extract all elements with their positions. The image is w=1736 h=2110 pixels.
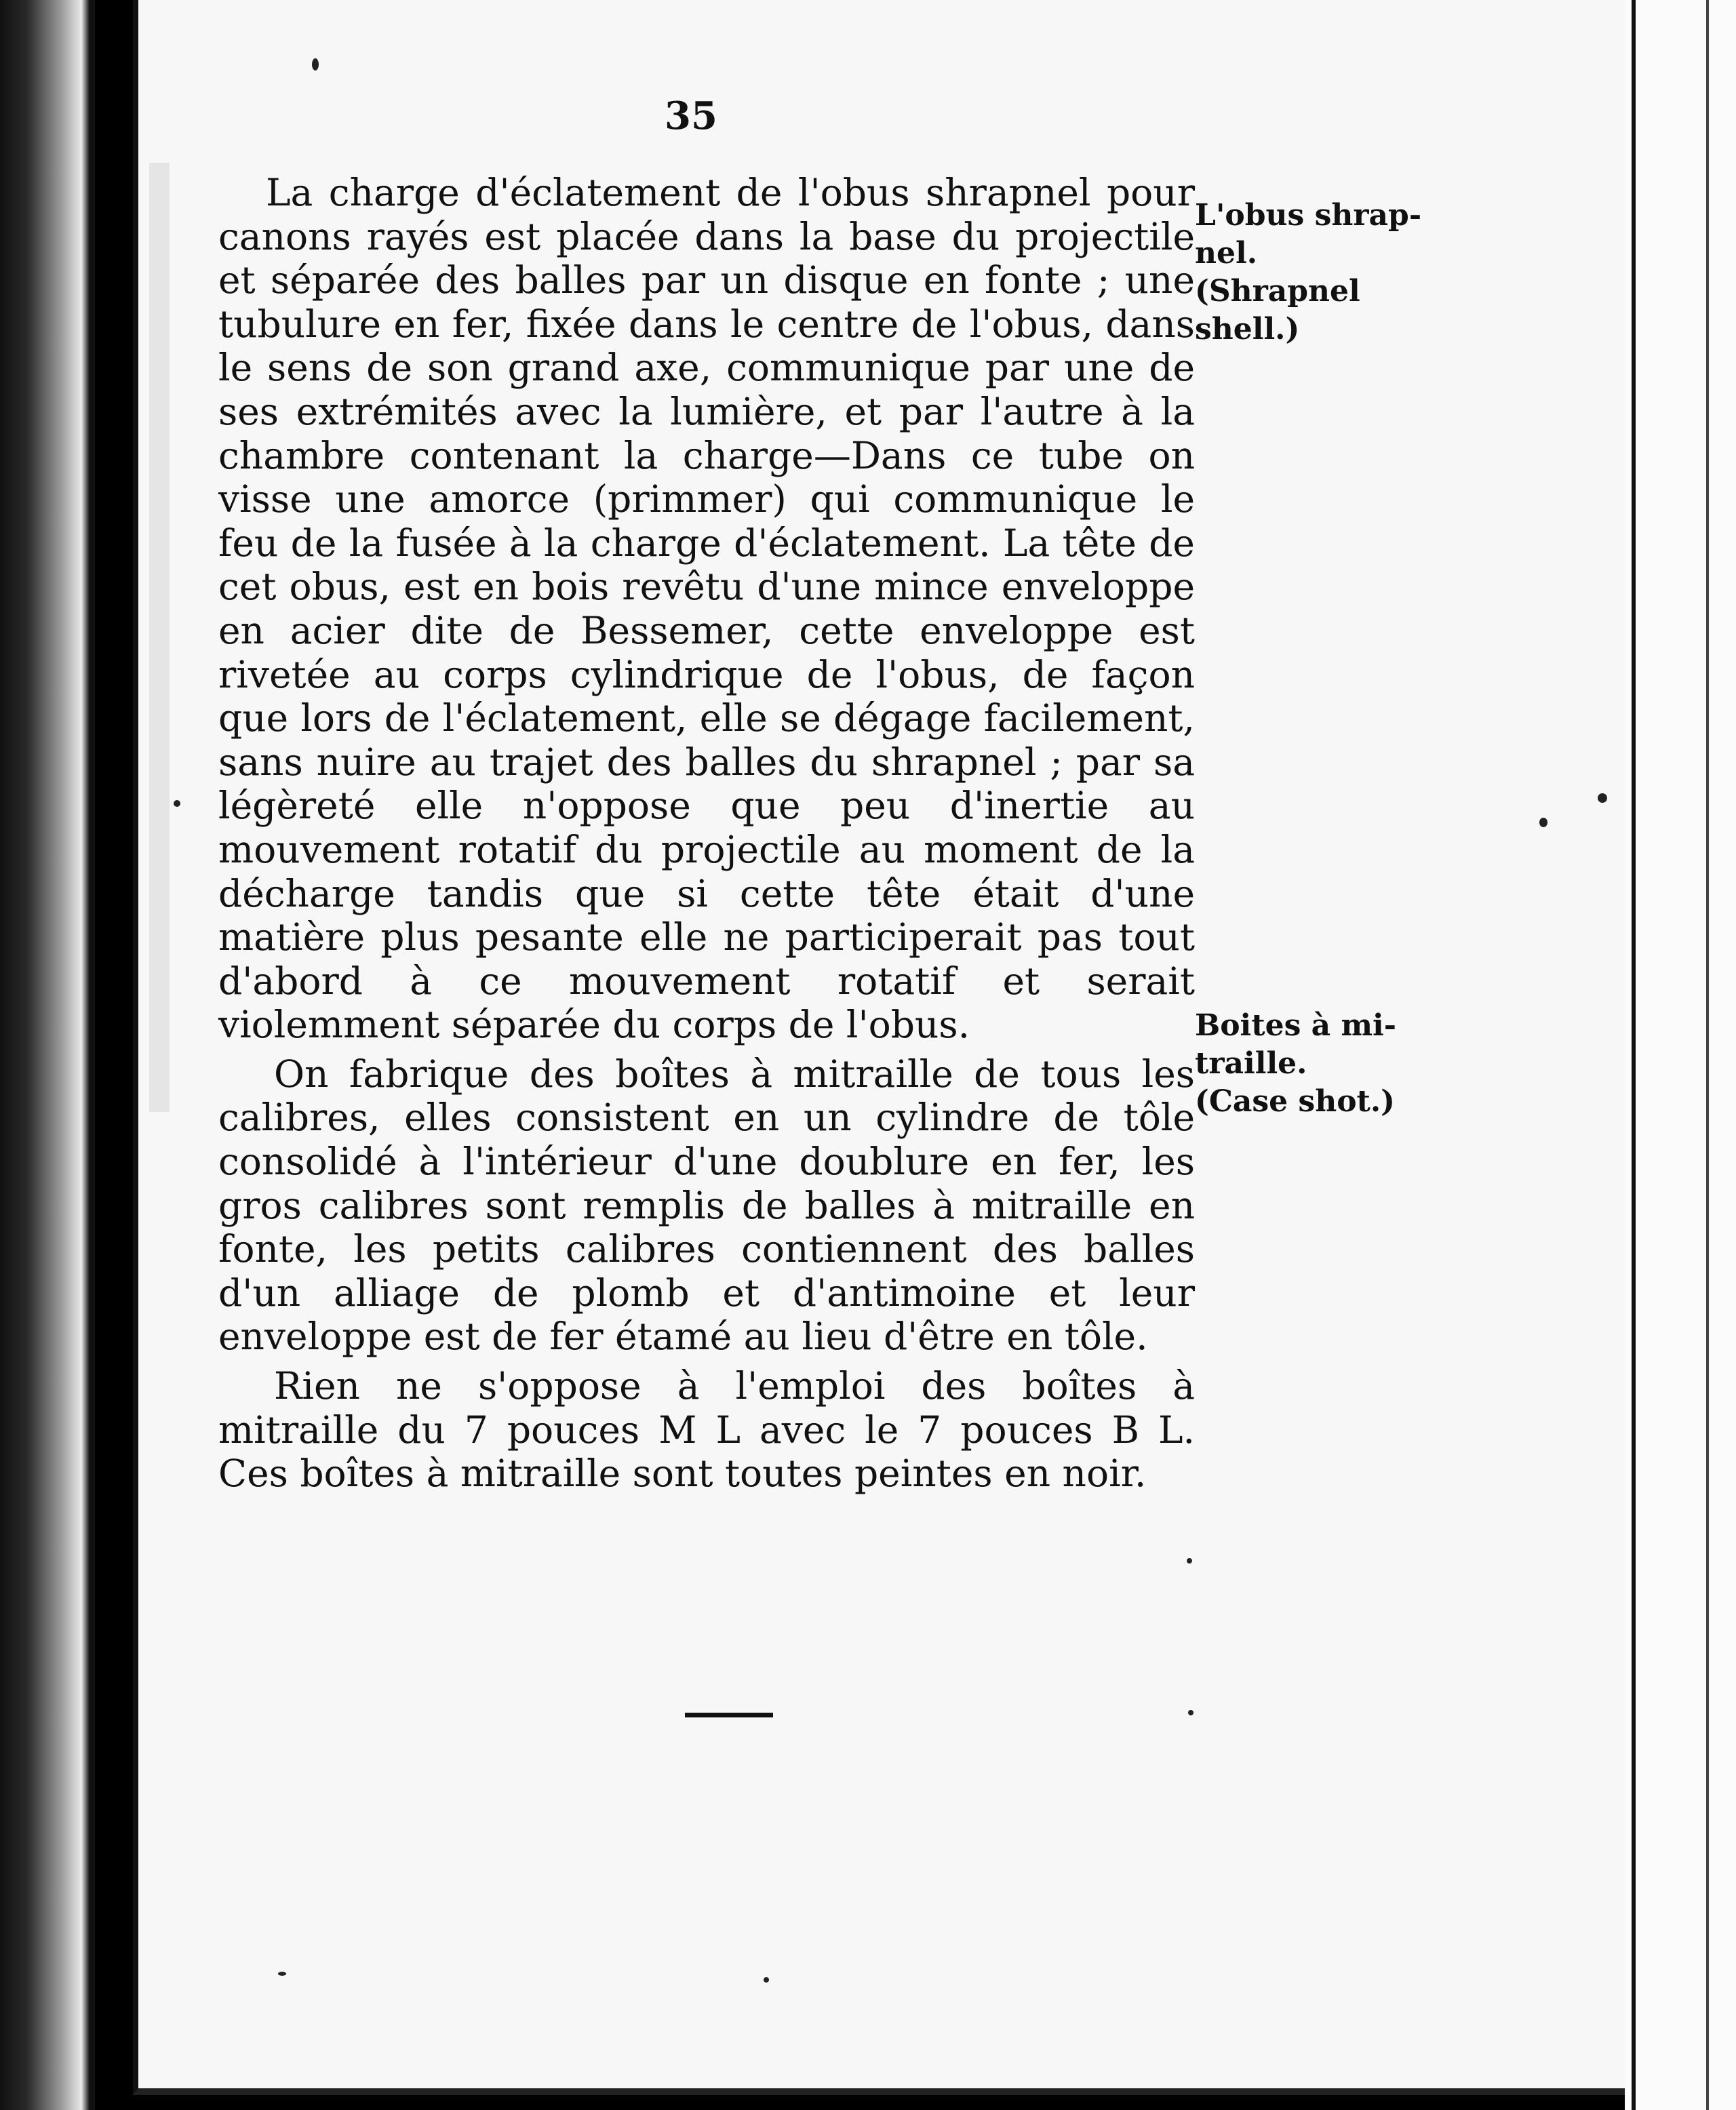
scan-speck (1598, 793, 1607, 803)
paragraph-usage: Rien ne s'oppose à l'emploi des boîtes à mitraille du 7 pouces M L avec le 7 pouces B L. Ces boîtes à mitraille sont toutes peintes en noir. (218, 1364, 1195, 1496)
margin-note-line: (Shrapnel (1195, 274, 1360, 308)
page-edge-line (1706, 0, 1709, 2110)
scan-speck (174, 800, 180, 807)
page-number: 35 (665, 94, 717, 138)
margin-note-line: Boites à mi- (1195, 1008, 1397, 1043)
margin-note-line: traille. (1195, 1046, 1307, 1081)
scan-speck (764, 1977, 769, 1983)
body-text (218, 171, 1195, 1501)
margin-note-line: shell.) (1195, 312, 1300, 346)
page-gutter-line (1632, 0, 1636, 2110)
scan-speck (1187, 1558, 1192, 1564)
scan-speck (1188, 1710, 1194, 1715)
facing-page-edge (1625, 0, 1736, 2110)
scan-left-edge (0, 0, 95, 2110)
margin-note-line: (Case shot.) (1195, 1084, 1396, 1119)
end-rule (685, 1713, 773, 1717)
scan-smudge (149, 163, 170, 1112)
margin-note-line: L'obus shrap- (1195, 198, 1422, 233)
margin-note-line: nel. (1195, 236, 1258, 271)
scan-speck (312, 58, 319, 71)
margin-note-shrapnel (1195, 197, 1422, 349)
margin-note-case-shot (1195, 1007, 1398, 1121)
paragraph-shrapnel: La charge d'éclatement de l'obus shrapnel pour canons rayés est placée dans la base du projectile et séparée des balles par un disque en fonte ; une tubulure en fer, fixée dans le centre de l'obus, dans le sens de son grand axe, communique par une de ses extrémités avec la lumière, et par l'autre à la chambre contenant la charge—Dans ce tube on visse une amorce (primmer) qui communique le feu de la fusée à la charge d'éclatement. La tête de cet obus, est en bois revêtu d'une mince enveloppe en acier dite de Bessemer, cette enveloppe est rivetée au corps cylindrique de l'obus, de façon que lors de l'éclatement, elle se dégage facilement, sans nuire au trajet des balles du shrapnel ; par sa légèreté elle n'oppose que peu d'inertie au mouvement rotatif du projectile au moment de la décharge tandis que si cette tête était d'une matière plus pesante elle ne participerait pas tout d'abord à ce mouvement rotatif et serait violemment séparée du corps de l'obus. (218, 171, 1195, 1047)
paragraph-case-shot: On fabrique des boîtes à mitraille de tous les calibres, elles consistent en un cylindre de tôle consolidé à l'intérieur d'une doublure en fer, les gros calibres sont remplis de balles à mitraille en fonte, les petits calibres contiennent des balles d'un alliage de plomb et d'antimoine et leur enveloppe est de fer étamé au lieu d'être en tôle. (218, 1052, 1195, 1359)
scan-speck (278, 1972, 286, 1976)
scan-speck (1539, 818, 1547, 827)
